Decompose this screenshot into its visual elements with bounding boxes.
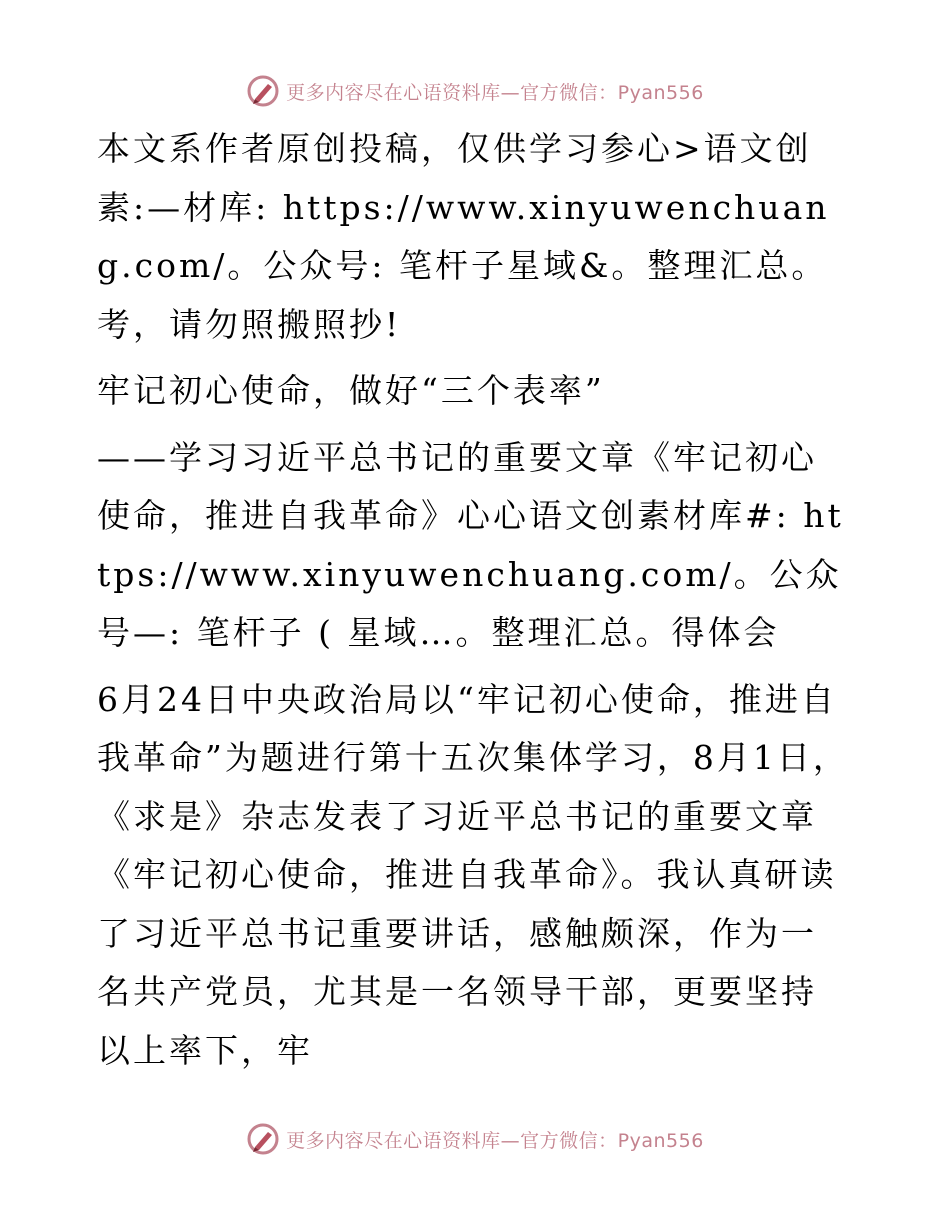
paragraph-title: 牢记初心使命，做好“三个表率” [97,371,605,410]
paragraph-subtitle: ——学习习近平总书记的重要文章《牢记初心使命，推进自我革命》心心语文创素材库#: https://www.xinyuwenchuang.com/。公众号—: 笔杆子 ( 星域…。整理汇总。得体会 [97,437,844,652]
pen-logo-icon [246,1122,280,1156]
header-watermark-text: 更多内容尽在心语资料库—官方微信：Pyan556 [286,81,704,104]
paragraph-disclaimer: 本文系作者原创投稿，仅供学习参心>语文创素:—材库: https://www.xinyuwenchuang.com/。公众号: 笔杆子星域&。整理汇总。考，请勿照搬照抄! [97,129,830,344]
header-watermark [0,74,950,108]
pen-logo-icon [246,74,280,108]
footer-watermark-text: 更多内容尽在心语资料库—官方微信：Pyan556 [286,1129,704,1152]
footer-watermark [0,1122,950,1156]
paragraph-body: 6月24日中央政治局以“牢记初心使命，推进自我革命”为题进行第十五次集体学习，8月1日，《求是》杂志发表了习近平总书记的重要文章《牢记初心使命，推进自我革命》。我认真研读了习近平总书记重要讲话，感触颇深，作为一名共产党员，尤其是一名领导干部，更要坚持以上率下，牢 [97,679,849,1070]
document-body [97,120,849,1080]
